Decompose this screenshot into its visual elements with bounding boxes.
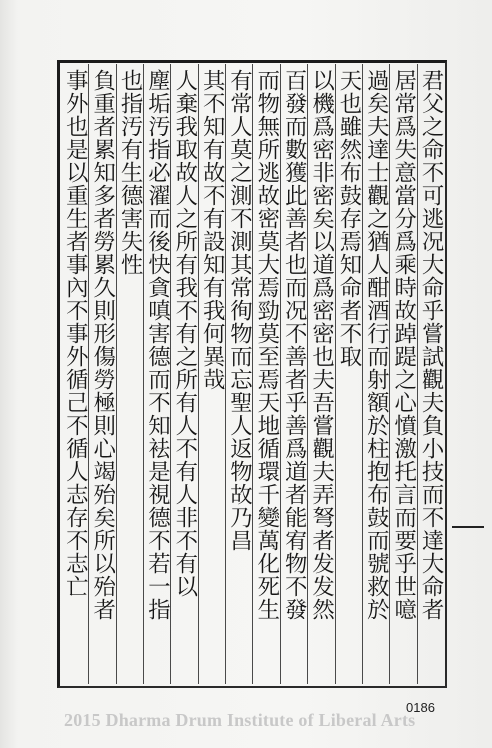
text-column [389,64,416,684]
column-text: 過矣夫達士觀之猶人酣酒行而射額於柱抱布鼓而號救於 [363,69,390,621]
column-text: 百發而數獲此善者也而况不善者乎善爲道者能宥物不發 [281,69,308,621]
text-column [417,64,444,684]
column-text: 居常爲失意當分爲乘時故踔踶之心憤激托言而要乎世噫 [390,69,417,621]
text-column [198,64,225,684]
watermark: 2015 Dharma Drum Institute of Liberal Arts [64,710,416,730]
column-text: 人棄我取故人之所有我不有之所有人不有人非不有以 [171,69,198,598]
text-columns [62,64,444,684]
column-text: 天也雖然布鼓存焉知命者不取 [335,69,362,368]
text-column [362,64,389,684]
text-column [170,64,197,684]
column-text: 也指汚有生德害失性 [117,69,144,276]
text-column [335,64,362,684]
text-column [280,64,307,684]
column-text: 負重者累知多者勞累久則形傷勞極則心竭殆矣所以殆者 [89,69,116,621]
column-text: 君父之命不可逃况大命乎嘗試觀夫負小技而不達大命者 [418,69,445,621]
column-text: 而物無所逃故密莫大焉勁莫至焉天地循環千變萬化死生 [253,69,280,621]
text-column [88,64,115,684]
text-column [225,64,252,684]
column-text: 其不知有故不有設知有我何異哉 [199,69,226,391]
column-text: 有常人莫之測不測其常徇物而忘聖人返物故乃昌 [226,69,253,552]
text-column [116,64,143,684]
page-number: 0186 [406,700,435,715]
column-text: 塵垢汚指必濯而後快貪嗔害德而不知袪是視德不若一指 [144,69,171,621]
text-column [143,64,170,684]
text-column [307,64,334,684]
margin-rule-mark [452,526,484,528]
column-text: 以機爲密非密矣以道爲密密也夫吾嘗觀夫弄弩者发发然 [308,69,335,621]
text-column [252,64,279,684]
column-text: 事外也是以重生者事內不事外循己不循人志存不志亡 [62,69,89,598]
text-column [62,64,88,684]
